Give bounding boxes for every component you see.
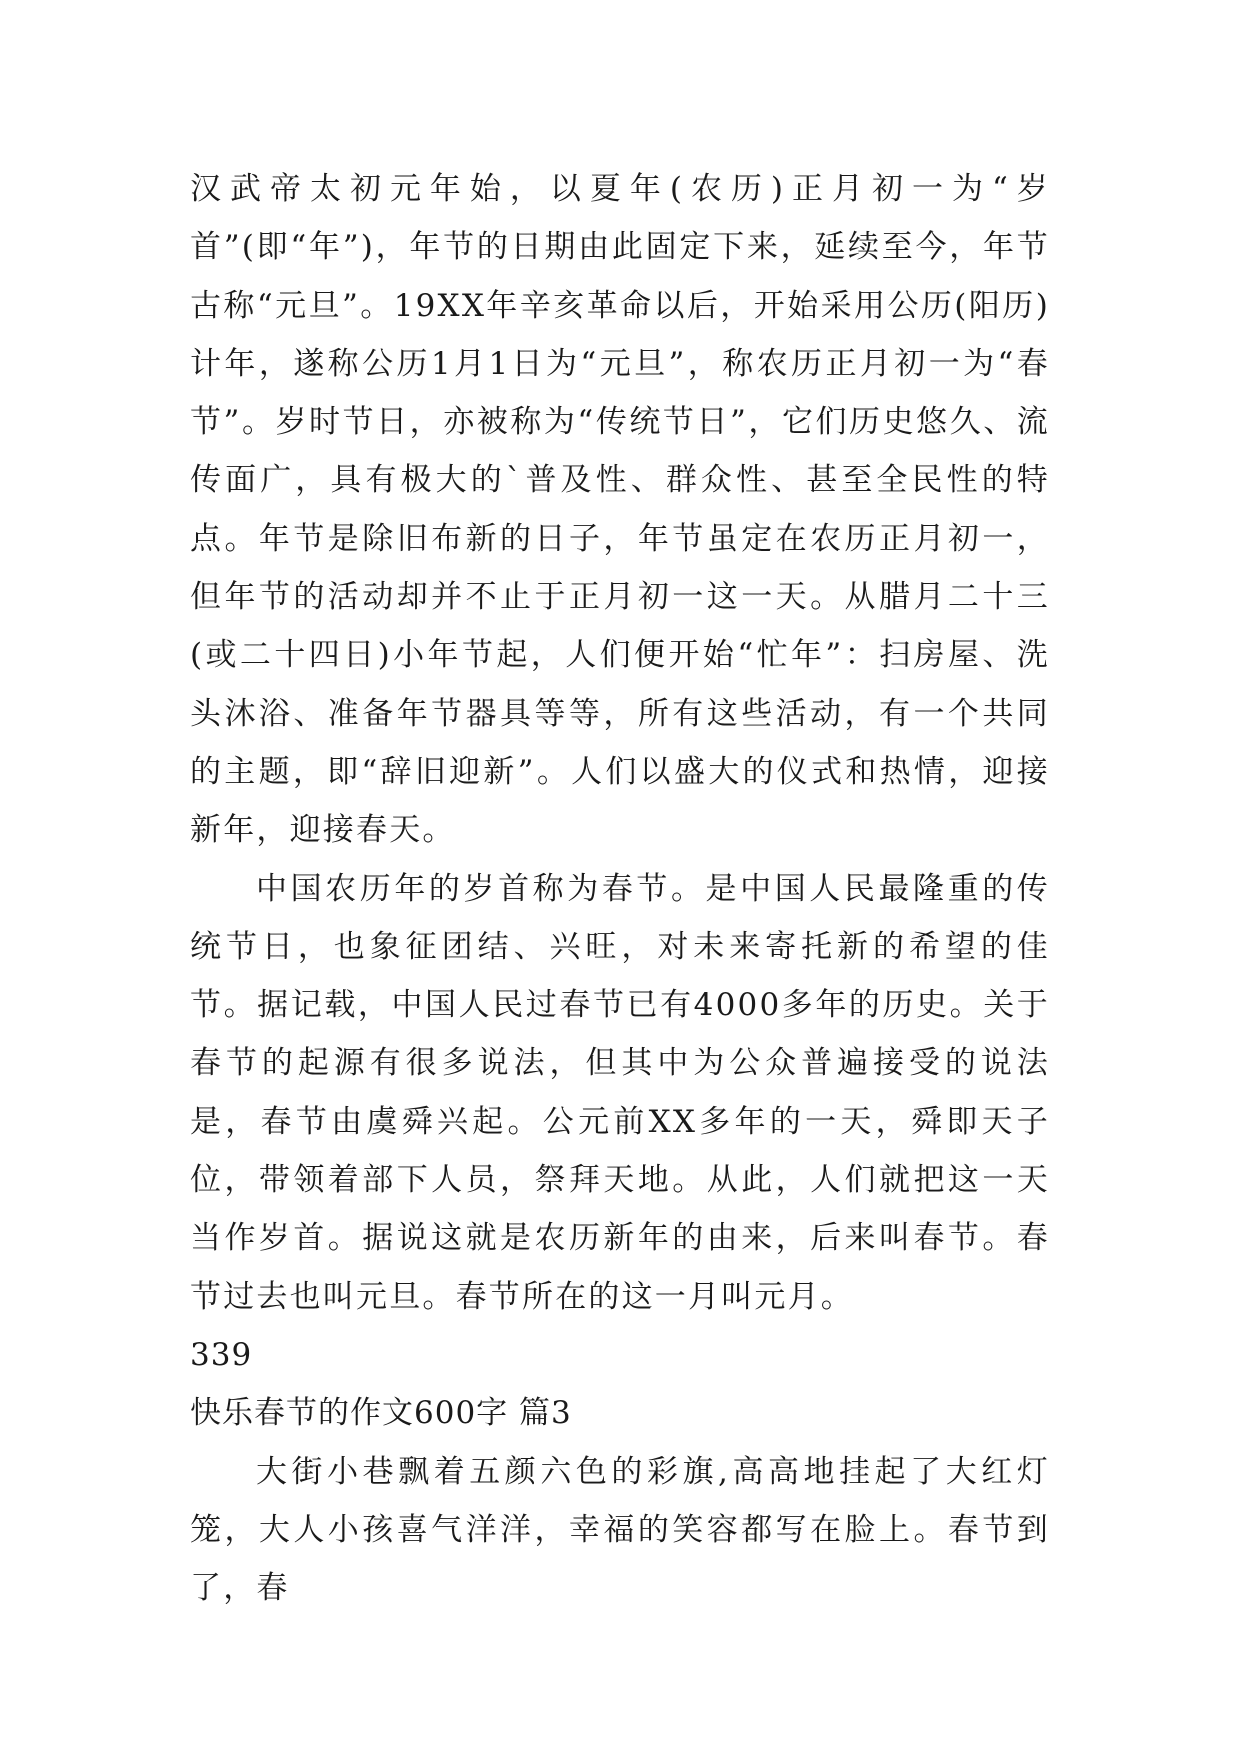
paragraph-essay-start: 大街小巷飘着五颜六色的彩旗,高高地挂起了大红灯笼，大人小孩喜气洋洋，幸福的笑容都写在脸上。春节到了，春: [190, 1453, 1050, 1607]
essay-heading: 快乐春节的作文600字 篇3: [190, 1395, 572, 1432]
page-number-text: 339: [190, 1336, 253, 1373]
document-body: [190, 160, 1050, 1617]
paragraph-spring-festival-origin: 中国农历年的岁首称为春节。是中国人民最隆重的传统节日，也象征团结、兴旺，对未来寄托新的希望的佳节。据记载，中国人民过春节已有4000多年的历史。关于春节的起源有很多说法，但其中为公众普遍接受的说法是，春节由虞舜兴起。公元前XX多年的一天，舜即天子位，带领着部下人员，祭拜天地。从此，人们就把这一天当作岁首。据说这就是农历新年的由来，后来叫春节。春节过去也叫元旦。春节所在的这一月叫元月。: [190, 870, 1050, 1315]
paragraph-spring-festival-history: 汉武帝太初元年始，以夏年(农历)正月初一为“岁首”(即“年”)，年节的日期由此固定下来，延续至今，年节古称“元旦”。19XX年辛亥革命以后，开始采用公历(阳历)计年，遂称公历1月1日为“元旦”，称农历正月初一为“春节”。岁时节日，亦被称为“传统节日”，它们历史悠久、流传面广，具有极大的`普及性、群众性、甚至全民性的特点。年节是除旧布新的日子，年节虽定在农历正月初一，但年节的活动却并不止于正月初一这一天。从腊月二十三(或二十四日)小年节起，人们便开始“忙年”：扫房屋、洗头沐浴、准备年节器具等等，所有这些活动，有一个共同的主题，即“辞旧迎新”。人们以盛大的仪式和热情，迎接新年，迎接春天。: [190, 171, 1050, 849]
